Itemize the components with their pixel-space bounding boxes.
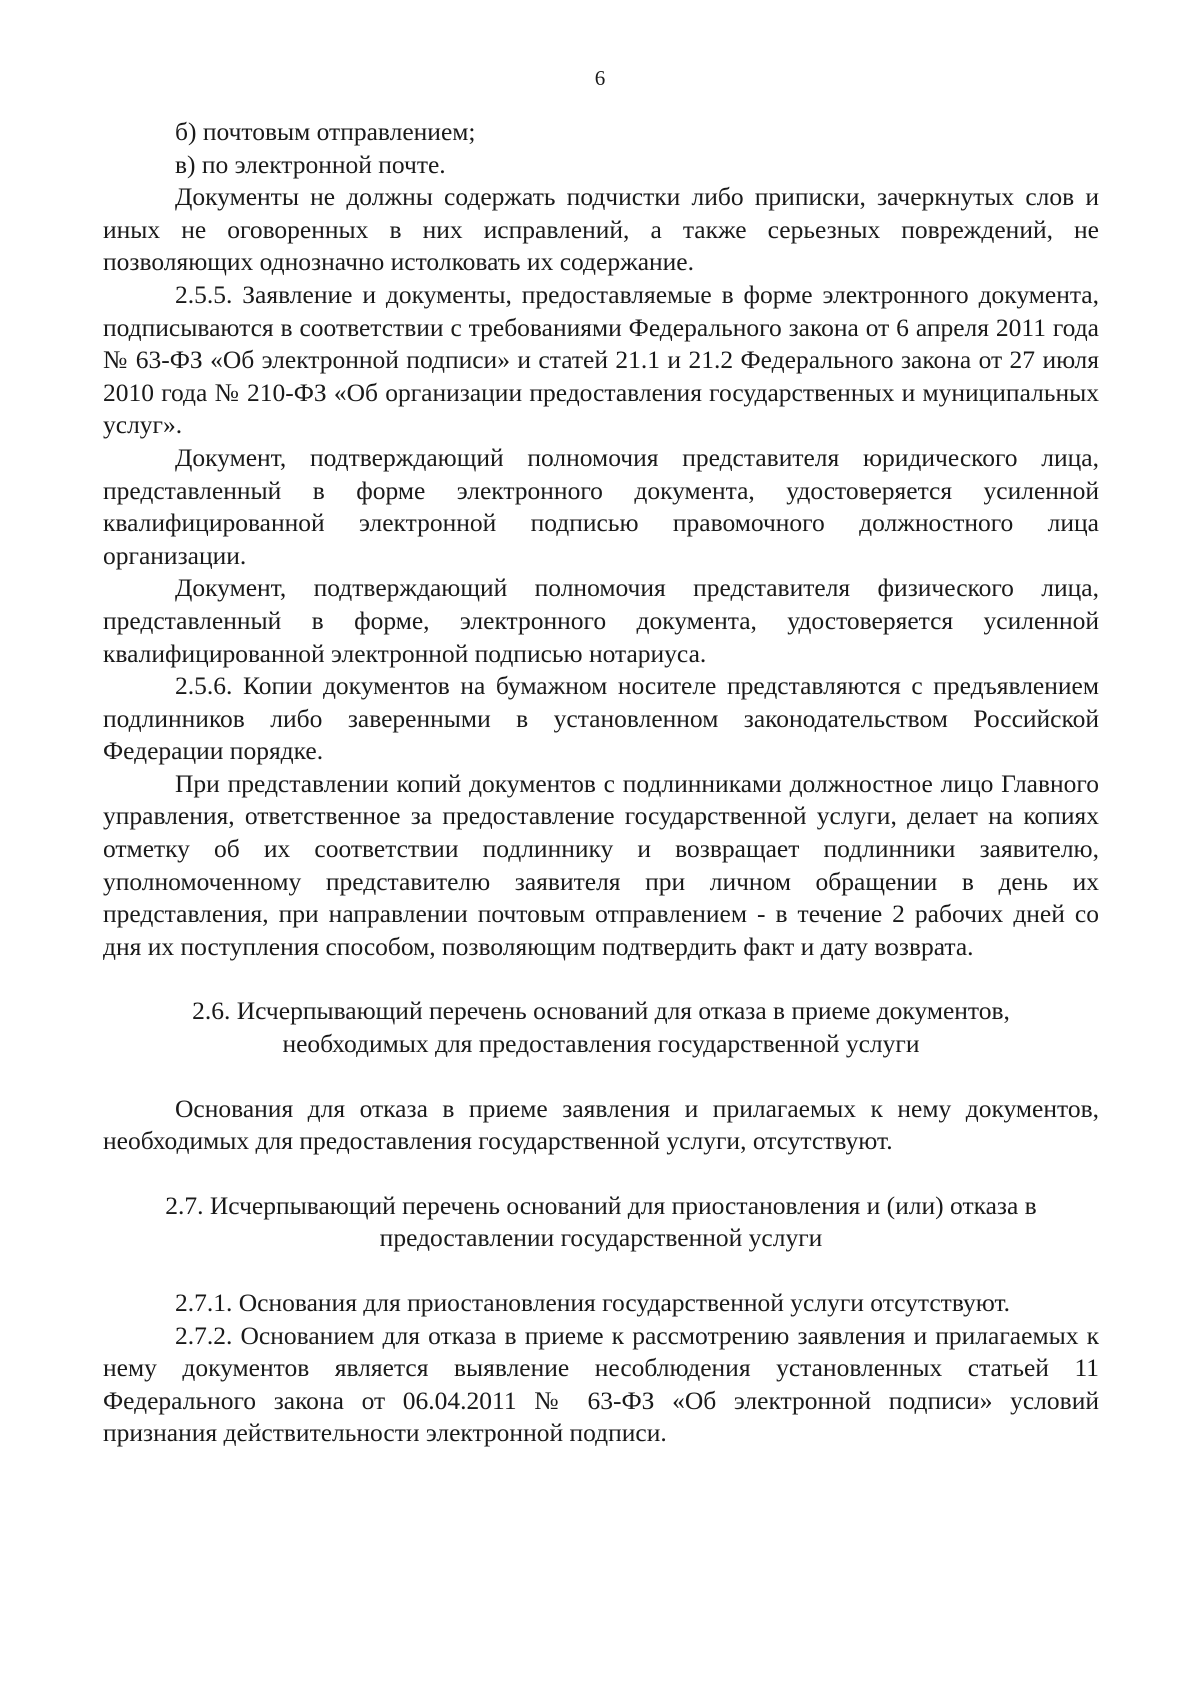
paragraph-2-7-1: 2.7.1. Основания для приостановления государственной услуги отсутствуют. — [175, 1288, 1011, 1317]
list-item-v: в) по электронной почте. — [175, 149, 446, 179]
section-heading-2-6: 2.6. Исчерпывающий перечень оснований для отказа в приеме документов, необходимых для предоставления государственной услуги — [192, 996, 1010, 1059]
paragraph-2-5-5: 2.5.5. Заявление и документы, предоставляемые в форме электронного документа, подписываются в соответствии с требованиями Федерального закона от 6 апреля 2011 года № 63-ФЗ «Об электронной подписи» и статей 21.1 и 21.2 Федерального закона от 27 июля 2010 года № 210-ФЗ «Об организации предоставления государственных и муниципальных услуг». — [103, 279, 1099, 440]
list-item-b: б) почтовым отправлением; — [175, 117, 476, 146]
paragraph-copies: При представлении копий документов с подлинниками должностное лицо Главного управления, ответственное за предоставление государственной услуги, делает на копиях отметку об их соответствии подлиннику и возвращает подлинники заявителю, уполномоченному представителю заявителя при личном обращении в день их представления, при направлении почтовым отправлением - в течение 2 рабочих дней со дня их поступления способом, позволяющим подтвердить факт и дату возврата. — [103, 768, 1099, 961]
paragraph-2-7-2: 2.7.2. Основанием для отказа в приеме к рассмотрению заявления и прилагаемых к нему документов является выявление несоблюдения установленных статьей 11 Федерального закона от 06.04.2011 № 63-ФЗ «Об электронной подписи» условий признания действительности электронной подписи. — [103, 1320, 1099, 1448]
paragraph-individual: Документ, подтверждающий полномочия представителя физического лица, представленный в форме, электронного документа, удостоверяется усиленной квалифицированной электронной подписью нотариуса. — [103, 573, 1099, 668]
paragraph-docs-requirements: Документы не должны содержать подчистки либо приписки, зачеркнутых слов и иных не оговоренных в них исправлений, а также серьезных повреждений, не позволяющих однозначно истолковать их содержание. — [103, 182, 1099, 277]
paragraph-2-5-6: 2.5.6. Копии документов на бумажном носителе представляются с предъявлением подлинников либо заверенными в установленном законодательством Российской Федерации порядке. — [103, 671, 1099, 766]
section-heading-2-7: 2.7. Исчерпывающий перечень оснований для приостановления и (или) отказа в предоставлении государственной услуги — [165, 1190, 1037, 1253]
paragraph-2-6: Основания для отказа в приеме заявления и прилагаемых к нему документов, необходимых для предоставления государственной услуги, отсутствуют. — [103, 1093, 1099, 1156]
page-number: 6 — [594, 66, 606, 90]
paragraph-legal-entity: Документ, подтверждающий полномочия представителя юридического лица, представленный в форме электронного документа, удостоверяется усиленной квалифицированной электронной подписью правомочного должностного лица организации. — [103, 442, 1099, 570]
document-body — [103, 116, 1099, 1450]
